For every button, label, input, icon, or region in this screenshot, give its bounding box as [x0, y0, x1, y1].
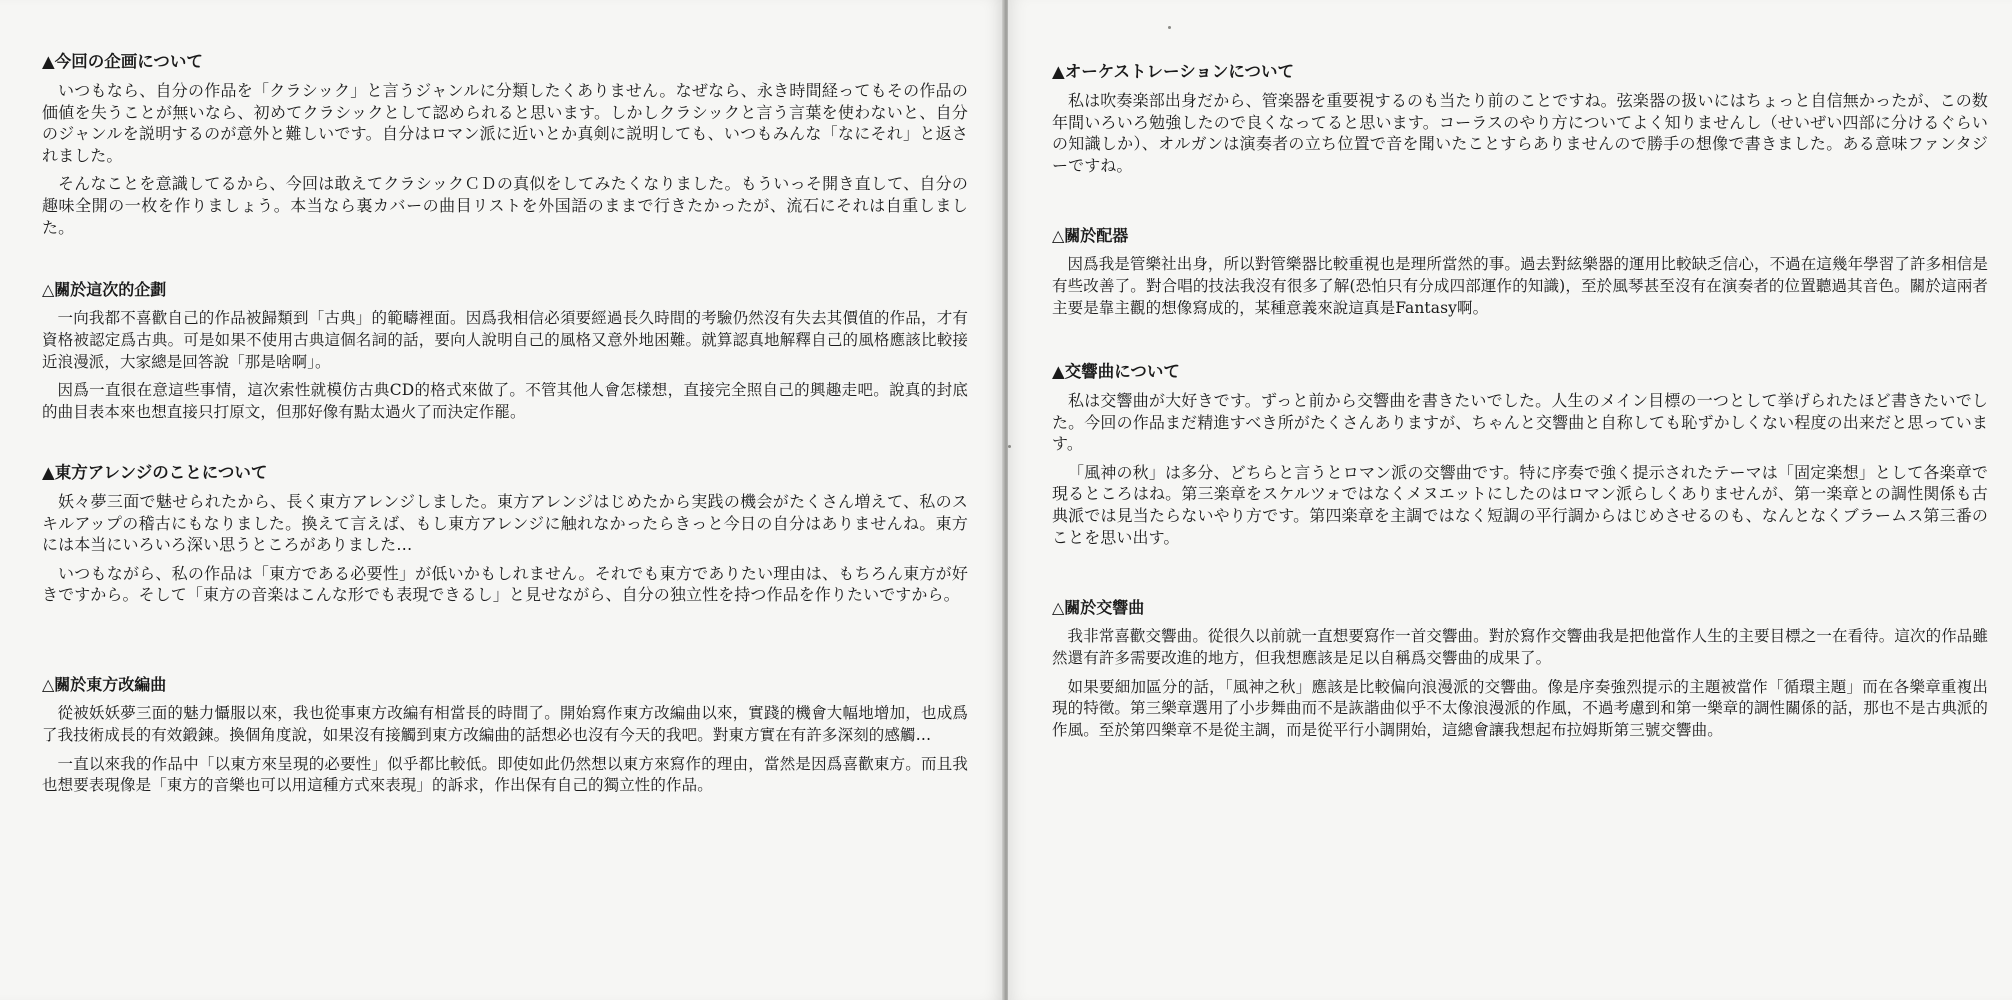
section-touhou-arrange-ja: [42, 461, 968, 613]
paragraph: 私は吹奏楽部出身だから、管楽器を重要視するのも当たり前のことですね。弦楽器の扱いにはちょっと自信無かったが、この数年間いろいろ勉強したので良くなってると思います。コーラスのやり方についてよく知りませんし（せいぜい四部に分けるぐらいの知識しか）、オルガンは演奏者の立ち位置で音を聞いたことすらありませんので勝手の想像で書きました。ある意味ファンタジーですね。: [1052, 91, 1988, 175]
section-heading: △關於配器: [1052, 226, 1129, 245]
section-orchestration-ja: [1052, 60, 1988, 183]
section-heading: ▲オーケストレーションについて: [1052, 62, 1295, 81]
section-heading: △關於這次的企劃: [42, 280, 167, 299]
section-heading: ▲交響曲について: [1052, 362, 1180, 381]
right-page: [1008, 0, 2012, 1000]
section-heading: ▲東方アレンジのことについて: [42, 463, 268, 482]
paragraph: 因爲一直很在意這些事情，這次索性就模仿古典CD的格式來做了。不管其他人會怎樣想，直接完全照自己的興趣走吧。說真的封底的曲目表本來也想直接只打原文，但那好像有點太過火了而決定作罷。: [42, 381, 968, 422]
paragraph: 一向我都不喜歡自己的作品被歸類到「古典」的範疇裡面。因爲我相信必須要經過長久時間的考驗仍然沒有失去其價值的作品，才有資格被認定爲古典。可是如果不使用古典這個名詞的話，要向人說明自己的風格又意外地困難。就算認真地解釋自己的風格應該比較接近浪漫派，大家總是回答說「那是啥啊」。: [42, 309, 968, 371]
section-heading: ▲今回の企画について: [42, 52, 203, 71]
section-heading: △關於交響曲: [1052, 598, 1145, 617]
paragraph: 私は交響曲が大好きです。ずっと前から交響曲を書きたいでした。人生のメイン目標の一つとして挙げられたほど書きたいでした。今回の作品まだ精進すべき所がたくさんありますが、ちゃんと交響曲と自称しても恥ずかしくない程度の出来だと思っています。: [1052, 391, 1988, 454]
paragraph: 因爲我是管樂社出身，所以對管樂器比較重視也是理所當然的事。過去對絃樂器的運用比較缺乏信心，不過在這幾年學習了許多相信是有些改善了。對合唱的技法我沒有很多了解(恐怕只有分成四部運作的知識)，至於風琴甚至沒有在演奏者的位置聽過其音色。關於這兩者主要是靠主觀的想像寫成的，某種意義來說這真是Fantasy啊。: [1052, 255, 1988, 317]
paragraph: 「風神の秋」は多分、どちらと言うとロマン派の交響曲です。特に序奏で強く提示されたテーマは「固定楽想」として各楽章で現るところはね。第三楽章をスケルツォではなくメヌエットにしたのはロマン派らしくありませんが、第一楽章との調性関係も古典派では見当たらないやり方です。第四楽章を主調ではなく短調の平行調からはじめさせるのも、なんとなくブラームス第三番のことを思い出す。: [1052, 462, 1988, 547]
paragraph: いつもながら、私の作品は「東方である必要性」が低いかもしれません。それでも東方でありたい理由は、もちろん東方が好きですから。そして「東方の音楽はこんな形でも表現できるし」と見せながら、自分の独立性を持つ作品を作りたいですから。: [42, 563, 968, 605]
section-planning-zh: [42, 278, 968, 431]
left-page: [0, 0, 1004, 1000]
paragraph: そんなことを意識してるから、今回は敢えてクラシックＣＤの真似をしてみたくなりました。もういっそ開き直して、自分の趣味全開の一枚を作りましょう。本当なら裏カバーの曲目リストを外国語のままで行きたかったが、流石にそれは自重しました。: [42, 174, 968, 237]
paper-speck: [1168, 26, 1171, 29]
paragraph: 我非常喜歡交響曲。從很久以前就一直想要寫作一首交響曲。對於寫作交響曲我是把他當作人生的主要目標之一在看待。這次的作品雖然還有許多需要改進的地方，但我想應該是足以自稱爲交響曲的成果了。: [1052, 627, 1988, 667]
section-heading: △關於東方改編曲: [42, 675, 167, 694]
paragraph: 從被妖妖夢三面的魅力懾服以來，我也從事東方改編有相當長的時間了。開始寫作東方改編曲以來，實踐的機會大幅地增加，也成爲了我技術成長的有效鍛鍊。換個角度說，如果沒有接觸到東方改編曲的話想必也沒有今天的我吧。對東方實在有許多深刻的感觸…: [42, 704, 968, 744]
section-symphony-zh: [1052, 596, 1988, 749]
section-touhou-arrange-zh: [42, 673, 968, 804]
section-orchestration-zh: [1052, 224, 1988, 326]
paper-speck: [1008, 445, 1011, 448]
section-symphony-ja: [1052, 360, 1988, 555]
section-planning-ja: [42, 50, 968, 245]
paragraph: 如果要細加區分的話，「風神之秋」應該是比較偏向浪漫派的交響曲。像是序奏強烈提示的主題被當作「循環主題」而在各樂章重複出現的特徵。第三樂章選用了小步舞曲而不是詼諧曲似乎不太像浪漫派的作風，不過考慮到和第一樂章的調性關係的話，那也不是古典派的作風。至於第四樂章不是從主調，而是從平行小調開始，這總會讓我想起布拉姆斯第三號交響曲。: [1052, 677, 1989, 740]
paragraph: 一直以來我的作品中「以東方來呈現的必要性」似乎都比較低。即使如此仍然想以東方來寫作的理由，當然是因爲喜歡東方。而且我也想要表現像是「東方的音樂也可以用這種方式來表現」的訴求，作出保有自己的獨立性的作品。: [42, 754, 968, 795]
paragraph: 妖々夢三面で魅せられたから、長く東方アレンジしました。東方アレンジはじめたから実践の機会がたくさん増えて、私のスキルアップの稽古にもなりました。換えて言えば、もし東方アレンジに触れなかったらきっと今日の自分はありませんね。東方には本当にいろいろ深い思うところがありました…: [42, 492, 968, 555]
paragraph: いつもなら、自分の作品を「クラシック」と言うジャンルに分類したくありません。なぜなら、永き時間経ってもその作品の価値を失うことが無いなら、初めてクラシックとして認められると思います。しかしクラシックと言う言葉を使わないと、自分のジャンルを説明するのが意外と難しいです。自分はロマン派に近いとか真剣に説明しても、いつもみんな「なにそれ」と返されました。: [42, 81, 968, 165]
